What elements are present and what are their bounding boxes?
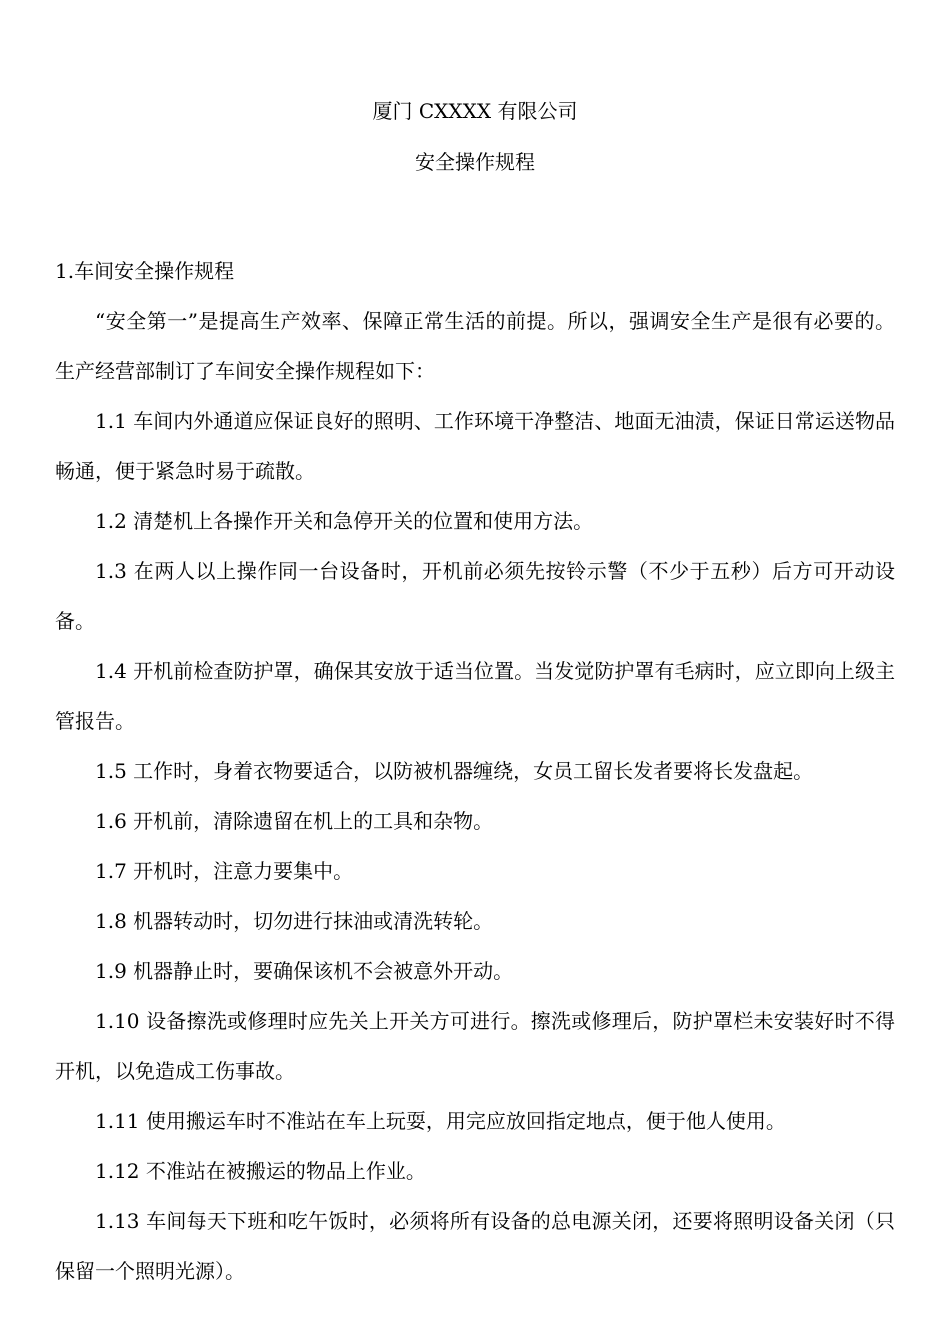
rule-1-2: 1.2 清楚机上各操作开关和急停开关的位置和使用方法。 [95,509,594,533]
rule-1-4: 1.4 开机前检查防护罩，确保其安放于适当位置。当发觉防护罩有毛病时，应立即向上级主管报告。 [55,659,895,733]
rule-1-1: 1.1 车间内外通道应保证良好的照明、工作环境干净整洁、地面无油渍，保证日常运送物品畅通，便于紧急时易于疏散。 [55,409,895,483]
rule-1-5: 1.5 工作时，身着衣物要适合，以防被机器缠绕，女员工留长发者要将长发盘起。 [95,759,814,783]
rule-1-13: 1.13 车间每天下班和吃午饭时，必须将所有设备的总电源关闭，还要将照明设备关闭（只保留一个照明光源）。 [55,1209,895,1283]
document-body [55,246,895,1296]
rule-1-8: 1.8 机器转动时，切勿进行抹油或清洗转轮。 [95,909,494,933]
rule-1-11: 1.11 使用搬运车时不准站在车上玩耍，用完应放回指定地点，便于他人使用。 [95,1109,786,1133]
rule-1-3: 1.3 在两人以上操作同一台设备时，开机前必须先按铃示警（不少于五秒）后方可开动设备。 [55,559,895,633]
intro-paragraph: “安全第一”是提高生产效率、保障正常生活的前提。所以，强调安全生产是很有必要的。生产经营部制订了车间安全操作规程如下： [55,309,895,383]
rule-1-6: 1.6 开机前，清除遗留在机上的工具和杂物。 [95,809,494,833]
company-name: 厦门 CXXXX 有限公司 [372,99,578,123]
rule-1-12: 1.12 不准站在被搬运的物品上作业。 [95,1159,426,1183]
section-heading: 1.车间安全操作规程 [55,259,235,283]
rule-1-10: 1.10 设备擦洗或修理时应先关上开关方可进行。擦洗或修理后，防护罩栏未安装好时不得开机，以免造成工伤事故。 [55,1009,895,1083]
document-title: 安全操作规程 [415,150,535,174]
rule-1-7: 1.7 开机时，注意力要集中。 [95,859,354,883]
rule-1-9: 1.9 机器静止时，要确保该机不会被意外开动。 [95,959,514,983]
